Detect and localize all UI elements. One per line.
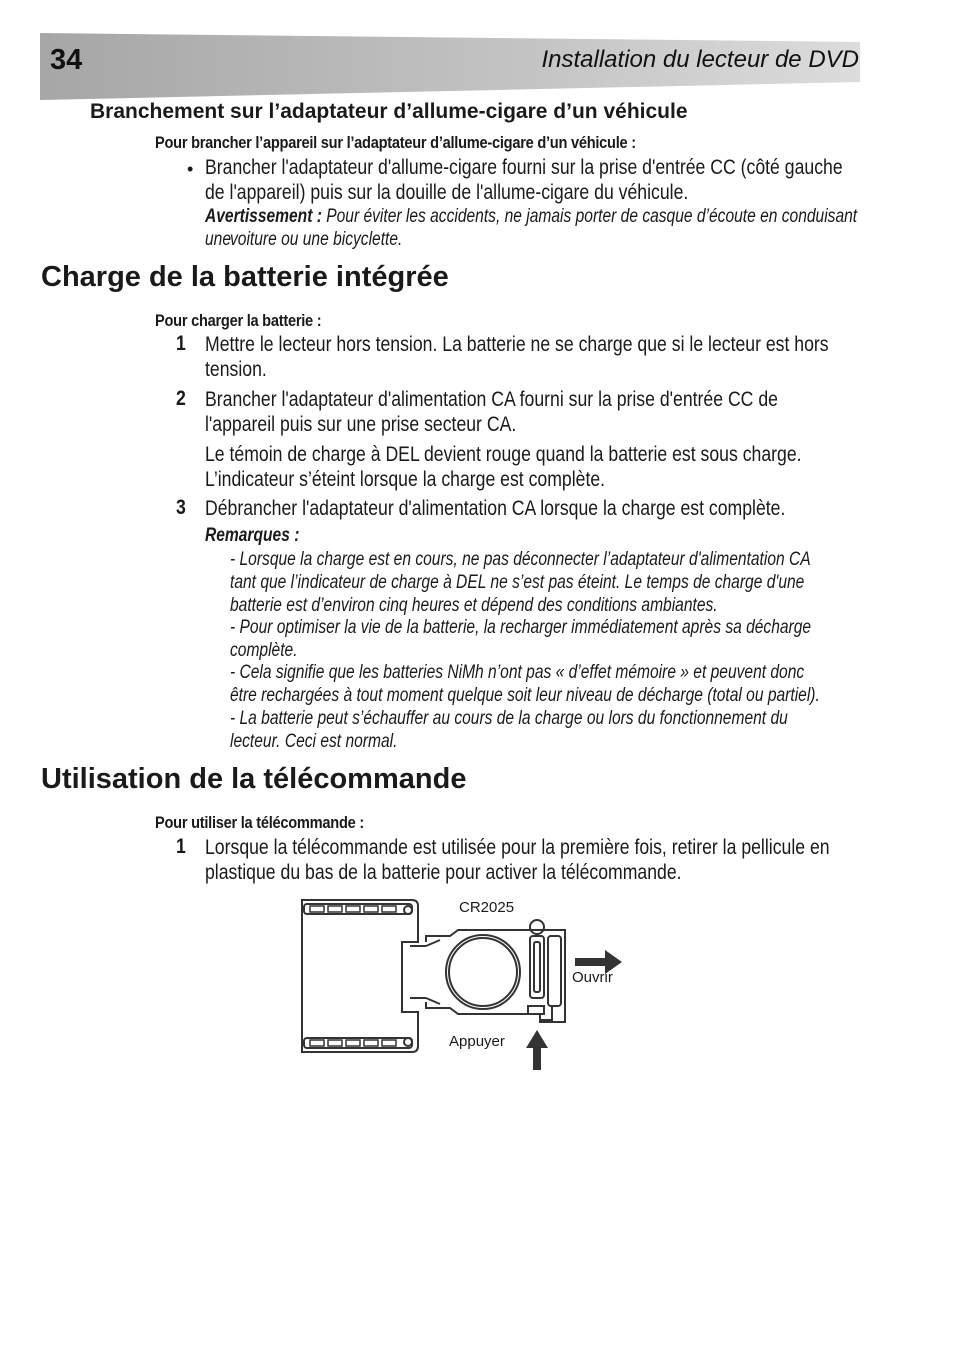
step-text: Mettre le lecteur hors tension. La batterie ne se charge que si le lecteur est hors tension.	[205, 333, 829, 381]
section-heading-battery: Charge de la batterie intégrée	[41, 261, 449, 293]
section-heading-remote: Utilisation de la télécommande	[41, 763, 467, 795]
procedure-title-remote: Pour utiliser la télécommande :	[155, 813, 364, 832]
bullet-marker: •	[187, 159, 194, 179]
bullet-text-vehicle: Brancher l'adaptateur d'allume-cigare fourni sur la prise d'entrée CC (côté gauche de l'appareil) puis sur la douille de l'allume-cigare du véhicule.	[205, 156, 843, 204]
procedure-title-battery: Pour charger la batterie :	[155, 311, 322, 330]
page-number: 34	[50, 44, 83, 76]
step-text: Débrancher l'adaptateur d'alimentation CA lorsque la charge est complète.	[205, 497, 786, 520]
note-item: - Cela signifie que les batteries NiMh n’ont pas « d’effet mémoire » et peuvent donc être rechargées à tout moment quelque soit leur niveau de décharge (total ou partiel).	[230, 662, 820, 706]
warning-text-cont: voiture ou une bicyclette.	[230, 229, 403, 250]
note-item: - Pour optimiser la vie de la batterie, la recharger immédiatement après sa décharge complète.	[230, 617, 812, 661]
step-text: Brancher l'adaptateur d'alimentation CA fourni sur la prise d'entrée CC de l'appareil puis sur une prise secteur CA.	[205, 388, 778, 436]
notes-label: Remarques :	[205, 525, 300, 546]
procedure-title-vehicle: Pour brancher l’appareil sur l’adaptateur d’allume-cigare d’un véhicule :	[155, 133, 636, 152]
running-title: Installation du lecteur de DVD	[541, 46, 859, 73]
step-number: 1	[176, 835, 186, 858]
figure-label-open: Ouvrir	[572, 969, 613, 986]
step-number: 1	[176, 332, 186, 355]
arrow-up-icon	[526, 1030, 548, 1070]
note-item: - Lorsque la charge est en cours, ne pas déconnecter l’adaptateur d'alimentation CA tant que l’indicateur de charge à DEL ne s’est pas éteint. Le temps de charge d'une batterie est d’environ cinq heures et dépend des conditions ambiantes.	[230, 549, 811, 616]
step-number: 3	[176, 496, 186, 519]
figure-label-push: Appuyer	[449, 1033, 505, 1050]
note-item: - La batterie peut s’échauffer au cours de la charge ou lors du fonctionnement du lecteur. Ceci est normal.	[230, 708, 788, 752]
warning-text: Pour éviter les accidents, ne jamais porter de casque d’écoute en conduisant une	[205, 206, 858, 250]
section-heading-vehicle: Branchement sur l’adaptateur d’allume-cigare d’un véhicule	[90, 100, 688, 123]
step-text: Lorsque la télécommande est utilisée pour la première fois, retirer la pellicule en plastique du bas de la batterie pour activer la télécommande.	[205, 836, 830, 884]
warning-label: Avertissement :	[205, 206, 322, 227]
figure-label-battery: CR2025	[459, 899, 515, 916]
step-extra-text: Le témoin de charge à DEL devient rouge quand la batterie est sous charge. L’indicateur s’éteint lorsque la charge est complète.	[205, 443, 802, 491]
step-number: 2	[176, 387, 186, 410]
